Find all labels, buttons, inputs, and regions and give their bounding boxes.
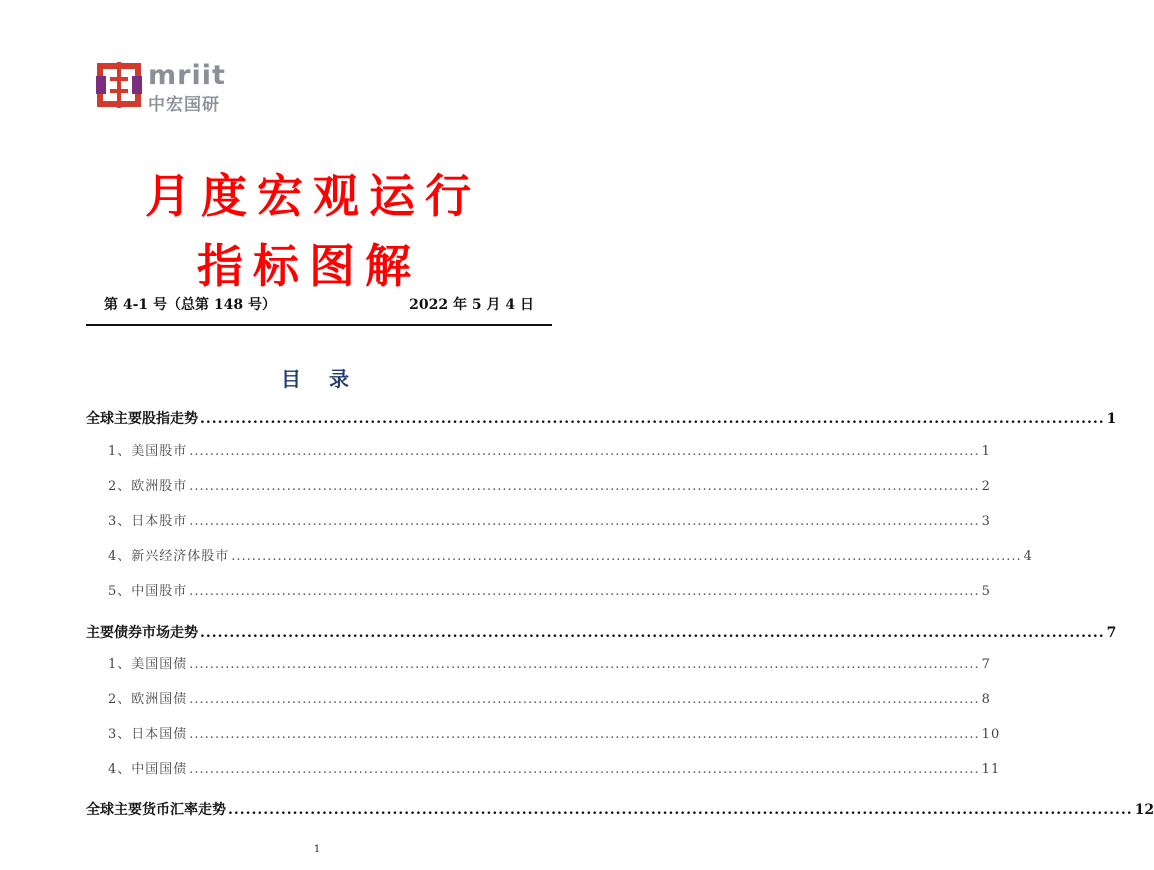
logo-text-cn: 中宏国研	[148, 95, 220, 115]
toc-leader-dots: ..........................................................................................................................................................	[231, 549, 1022, 564]
toc-item-page: 4	[1023, 549, 1033, 564]
mriit-logo	[98, 60, 228, 115]
toc-item-label: 1、美国股市	[108, 444, 188, 459]
toc-section-page: 7	[1106, 625, 1117, 641]
toc-heading: 目录	[281, 367, 377, 391]
toc-item-page: 1	[981, 444, 991, 459]
toc-leader-dots: ..........................................................................................................................................................	[200, 411, 1105, 427]
toc-item[interactable]	[108, 545, 1033, 564]
toc-section-page: 1	[1106, 411, 1117, 427]
report-title-line2: 指标图解	[197, 239, 421, 293]
toc-leader-dots: ..........................................................................................................................................................	[189, 584, 980, 599]
toc-item-page: 2	[981, 479, 991, 494]
toc-section[interactable]	[86, 799, 1154, 819]
toc-item[interactable]	[108, 758, 1001, 777]
toc-leader-dots: ..........................................................................................................................................................	[228, 802, 1133, 818]
toc-leader-dots: ..........................................................................................................................................................	[189, 762, 980, 777]
toc-item[interactable]	[108, 580, 991, 599]
toc-section-page: 12	[1134, 802, 1154, 818]
toc-section-label: 全球主要货币汇率走势	[86, 802, 226, 818]
page-number: 1	[313, 844, 321, 855]
toc-item-page: 3	[981, 514, 991, 529]
toc-item-label: 3、日本股市	[108, 514, 188, 529]
toc-item[interactable]	[108, 475, 991, 494]
toc-item[interactable]	[108, 440, 991, 459]
toc-item-label: 2、欧洲国债	[108, 692, 188, 707]
toc-leader-dots: ..........................................................................................................................................................	[189, 727, 980, 742]
mriit-logo-icon	[98, 62, 142, 108]
toc-item[interactable]	[108, 653, 991, 672]
toc-item-label: 2、欧洲股市	[108, 479, 188, 494]
toc-leader-dots: ..........................................................................................................................................................	[189, 657, 980, 672]
toc-item[interactable]	[108, 723, 1001, 742]
toc-section-label: 主要债券市场走势	[86, 625, 198, 641]
issue-info	[104, 294, 534, 314]
toc-leader-dots: ..........................................................................................................................................................	[189, 479, 980, 494]
toc-leader-dots: ..........................................................................................................................................................	[189, 444, 980, 459]
toc-item[interactable]	[108, 688, 991, 707]
header-divider	[86, 324, 552, 326]
toc-section[interactable]	[86, 622, 1117, 642]
toc-item-page: 11	[981, 762, 1001, 777]
toc-item-label: 5、中国股市	[108, 584, 188, 599]
toc-item-page: 10	[981, 727, 1001, 742]
toc-section-label: 全球主要股指走势	[86, 411, 198, 427]
logo-text-en: mriit	[148, 60, 226, 91]
toc-item-label: 4、新兴经济体股市	[108, 549, 230, 564]
toc-item-label: 1、美国国债	[108, 657, 188, 672]
toc-leader-dots: ..........................................................................................................................................................	[189, 514, 980, 529]
toc-item-label: 4、中国国债	[108, 762, 188, 777]
issue-number: 第 4-1 号（总第 148 号）	[104, 297, 277, 313]
toc-item-page: 8	[981, 692, 991, 707]
issue-date: 2022 年 5 月 4 日	[409, 297, 534, 313]
toc-item-page: 5	[981, 584, 991, 599]
toc-item-label: 3、日本国债	[108, 727, 188, 742]
toc-item-page: 7	[981, 657, 991, 672]
toc-leader-dots: ..........................................................................................................................................................	[200, 625, 1105, 641]
toc-leader-dots: ..........................................................................................................................................................	[189, 692, 980, 707]
report-title-line1: 月度宏观运行	[145, 169, 481, 223]
toc-item[interactable]	[108, 510, 991, 529]
toc-section[interactable]	[86, 408, 1117, 428]
